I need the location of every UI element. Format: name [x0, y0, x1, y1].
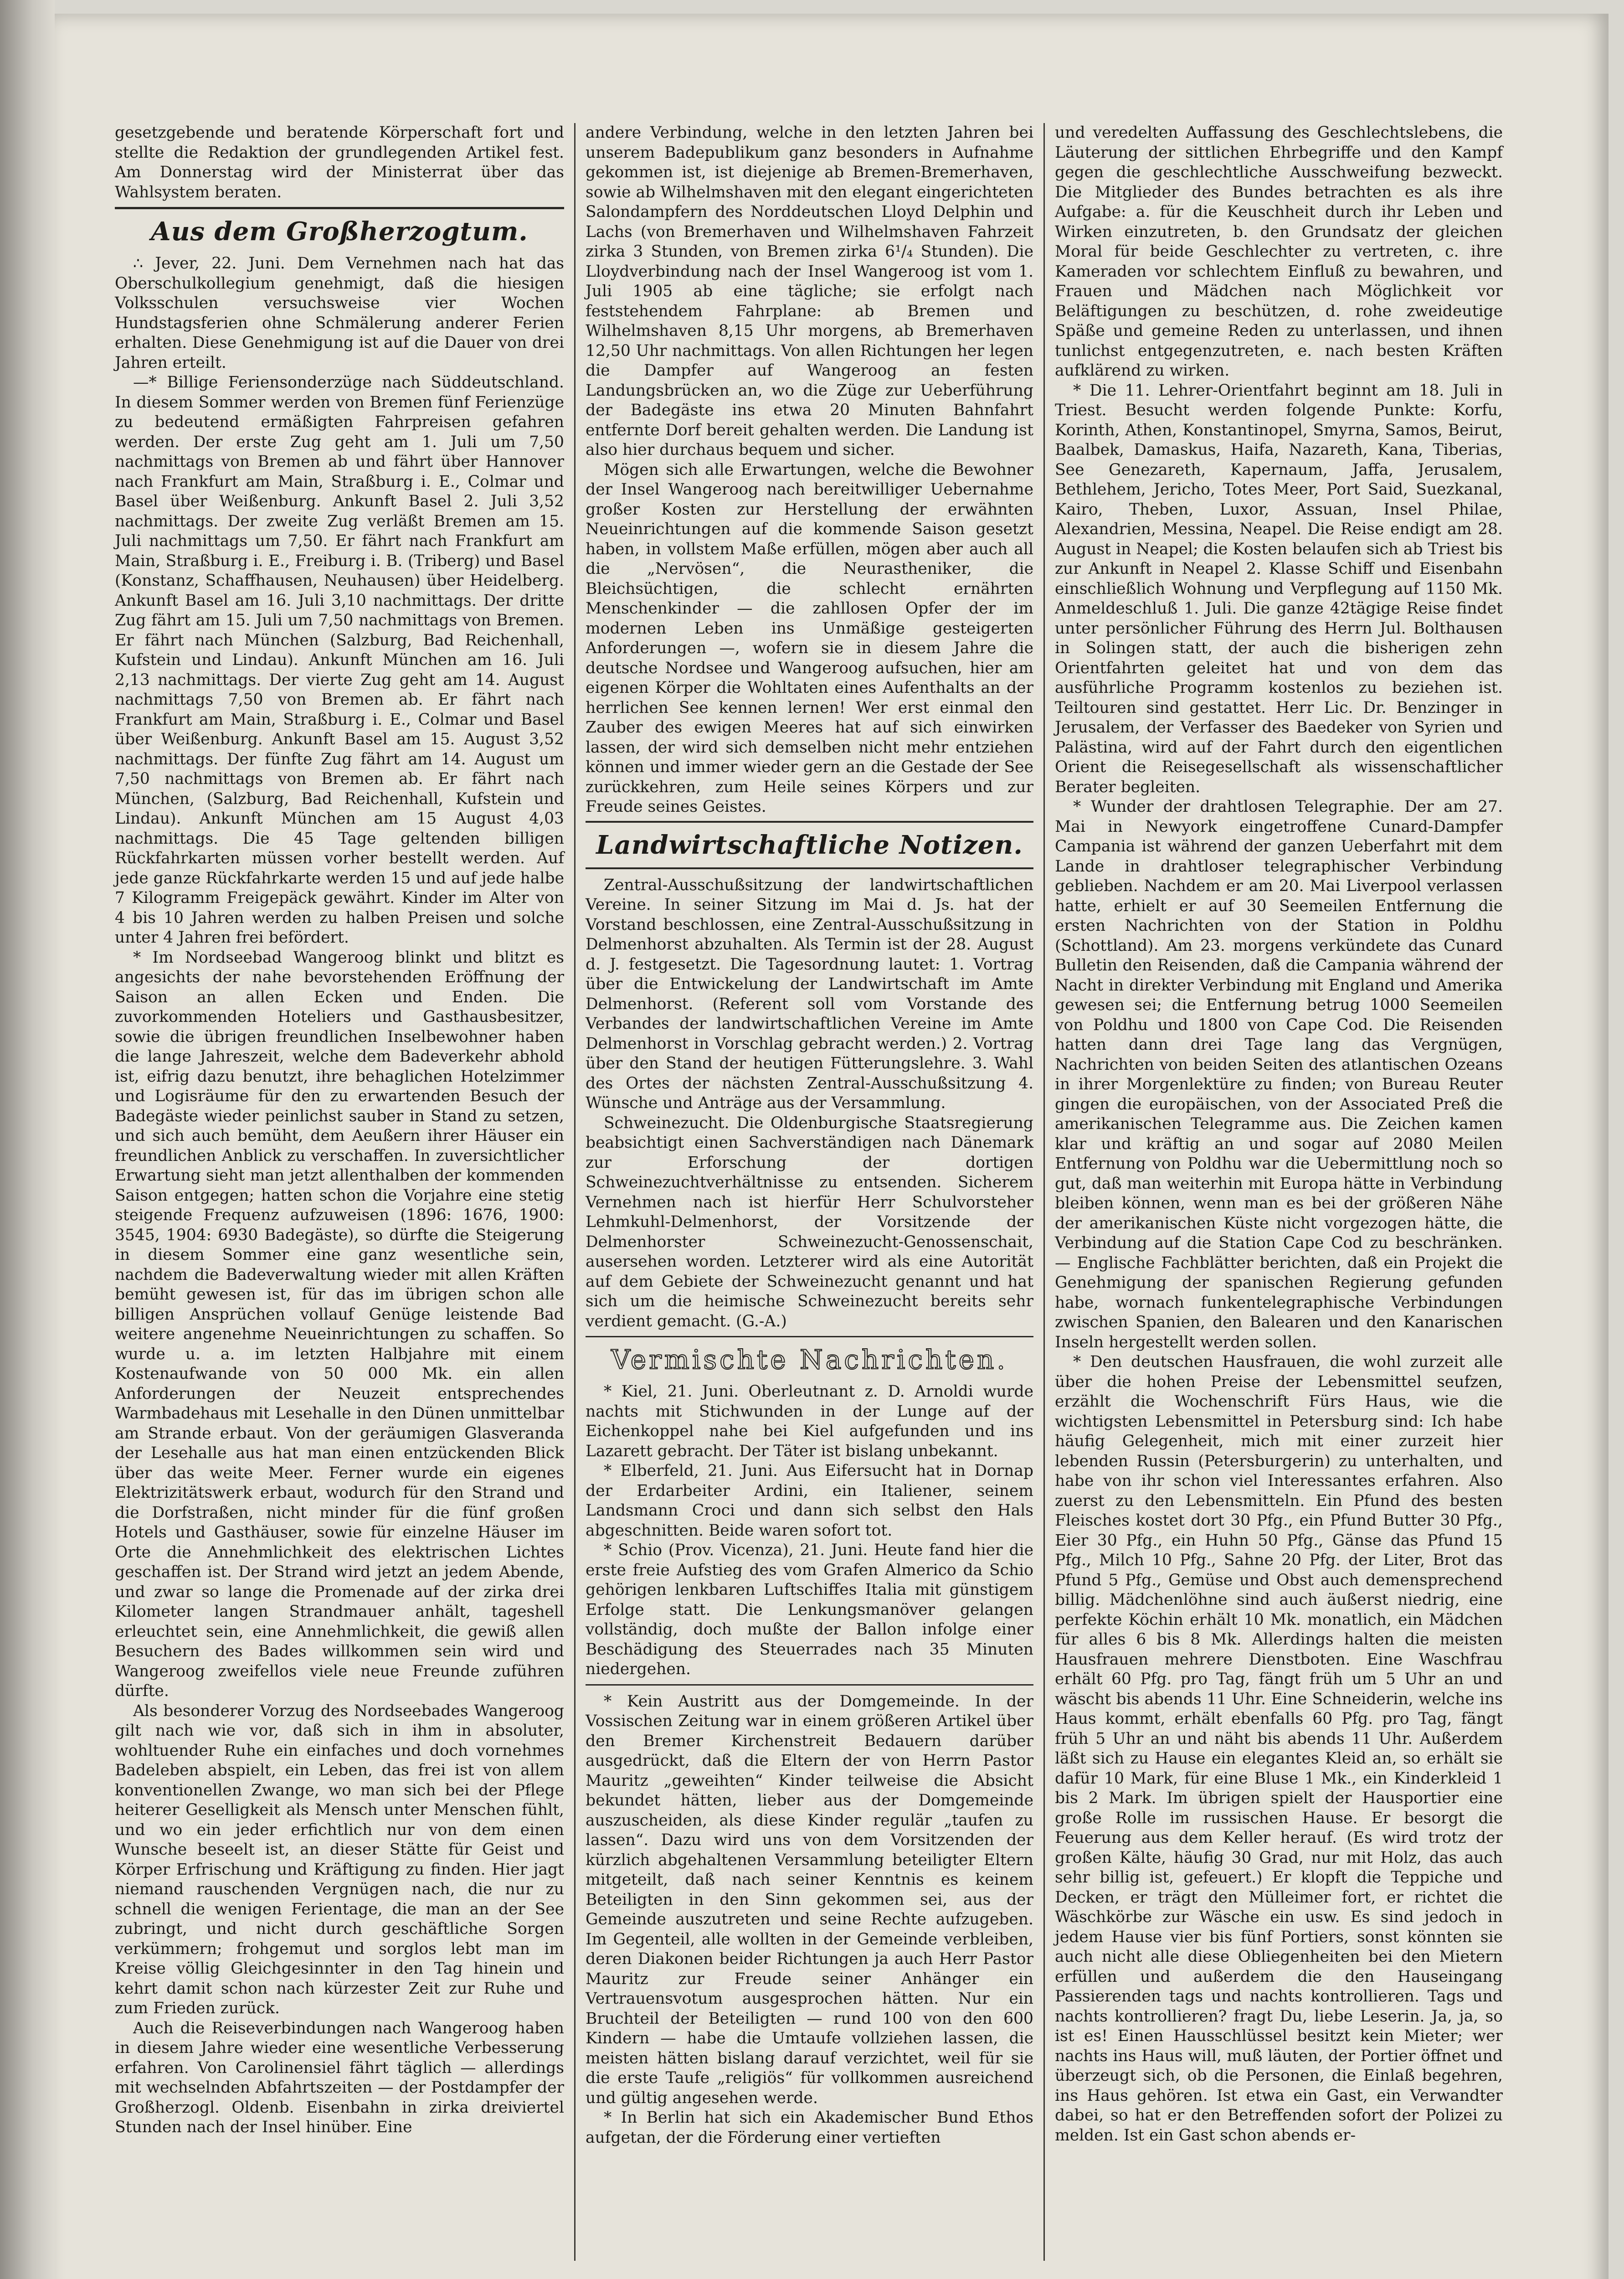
- article-jever: ∴ Jever, 22. Juni. Dem Vernehmen nach hat das Oberschulkollegium genehmigt, daß die hiesigen Volksschulen versuchsweise vier Wochen Hundstagsferien ohne Schmälerung anderer Ferien erhalten. Diese Genehmigung ist auf die Dauer von drei Jahren erteilt.: [115, 254, 564, 372]
- article-schio: * Schio (Prov. Vicenza), 21. Juni. Heute fand hier die erste freie Aufstieg des vom Grafen Almerico da Schio gehörigen lenkbaren Luftschiffes Italia mit günstigem Erfolge statt. Die Lenkungsmanöver gelangen vollständig, doch mußte der Ballon infolge einer Beschädigung des Steuerrades nach 35 Minuten niedergehen.: [586, 1541, 1033, 1678]
- article-wangeroog: * Im Nordseebad Wangeroog blinkt und blitzt es angesichts der nahe bevorstehenden Eröffnung der Saison an allen Ecken und Enden. Die zuvorkommenden Hoteliers und Gasthausbesitzer, sowie die übrigen freundlichen Inselbewohner haben die lange Jahreszeit, welche dem Badeverkehr abhold ist, eifrig dazu benutzt, ihre behaglichen Hotelzimmer und Logisräume für den zu erwartenden Besuch der Badegäste wieder peinlichst sauber in Stand zu setzen, und sich auch bemüht, dem Aeußern ihrer Häuser ein freundlichen Anblick zu verschaffen. In zuversichtlicher Erwartung sieht man jetzt allenthalben der kommenden Saison entgegen; hatten schon die Vorjahre eine stetig steigende Frequenz aufzuweisen (1896: 1676, 1900: 3545, 1904: 6930 Badegäste), so dürfte die Steigerung in diesem Sommer eine ganz wesentliche sein, nachdem die Badeverwaltung wieder mit allen Kräften bemüht gewesen ist, für das im übrigen schon alle billigen Ansprüchen vollauf Genüge leistende Bad weitere angenehme Neueinrichtungen zu schaffen. So wurde u. a. im letzten Halbjahre mit einem Kostenaufwande von 50 000 Mk. ein allen Anforderungen der Neuzeit entsprechendes Warmbadehaus mit Lesehalle in den Dünen unmittelbar am Strande erbaut. Von der geräumigen Glasveranda der Lesehalle aus hat man einen entzückenden Blick über das weite Meer. Ferner wurde ein eigenes Elektrizitätswerk erbaut, wodurch für den Strand und die Dorfstraßen, nicht minder für die fünf großen Hotels und Gasthäuser, sowie für einzelne Häuser im Orte die Annehmlichkeit des elektrischen Lichtes geschaffen ist. Der Strand wird jetzt an jedem Abende, und zwar so lange die Promenade auf der zirka drei Kilometer langen Strandmauer anhält, tageshell erleuchtet sein, eine Annehmlichkeit, die gewiß allen Besuchern des Bades willkommen sein wird und Wangeroog zweifellos viele neue Freunde zuführen dürfte.: [115, 948, 564, 1700]
- section-divider: [586, 1336, 1033, 1337]
- section-heading-grossherzogtum: Aus dem Großherzogtum.: [151, 217, 528, 247]
- section-heading-landwirtschaft: Landwirtschaftliche Notizen.: [586, 821, 1033, 869]
- section-divider: [115, 207, 564, 209]
- section-heading-vermischte: Vermischte Nachrichten.: [611, 1344, 1008, 1375]
- article-kiel: * Kiel, 21. Juni. Oberleutnant z. D. Arnoldi wurde nachts mit Stichwunden in der Lunge auf der Eichenkoppel nahe bei Kiel aufgefunden und ins Lazarett gebracht. Der Täter ist bislang unbekannt.: [586, 1382, 1033, 1460]
- article-elberfeld: * Elberfeld, 21. Juni. Aus Eifersucht hat in Dornap der Erdarbeiter Ardini, ein Italiener, seinem Landsmann Croci und dann sich selbst den Hals abgeschnitten. Beide waren sofort tot.: [586, 1462, 1033, 1540]
- article-bund-ethos: und veredelten Auffassung des Geschlechtslebens, die Läuterung der sittlichen Ehrbegriffe und den Kampf gegen die geschlechtliche Ausschweifung bezweckt. Die Mitglieder des Bundes betrachten es als ihre Aufgabe: a. für die Keuschheit durch ihr Leben und Wirken einzutreten, b. den Grundsatz der gleichen Moral für beide Geschlechter zu vertreten, c. ihre Kameraden vor schlechtem Einfluß zu bewahren, und Frauen und Mädchen nach Möglichkeit vor Beläftigungen zu beschützen, d. rohe zweideutige Späße und gemeine Reden zu unterlassen, und ihnen tunlichst entgegenzutreten, e. nach besten Kräften aufklärend zu wirken.: [1055, 124, 1503, 380]
- lead-paragraph: gesetzgebende und beratende Körperschaft fort und stellte die Redaktion der grundlegenden Artikel fest. Am Donnerstag wird der Ministerrat über das Wahlsystem beraten.: [115, 124, 564, 201]
- article-ferienzuege: —* Billige Feriensonderzüge nach Süddeutschland. In diesem Sommer werden von Bremen fünf Ferienzüge zu bedeutend ermäßigten Fahrpreisen gefahren werden. Der erste Zug geht am 1. Juli um 7,50 nachmittags von Bremen ab und fährt über Hannover nach Frankfurt am Main, Straßburg i. E., Colmar und Basel über Weißenburg. Ankunft Basel 2. Juli 3,52 nachmittags. Der zweite Zug verläßt Bremen am 15. Juli nachmittags um 7,50. Er fährt nach Frankfurt am Main, Straßburg i. E., Freiburg i. B. (Triberg) und Basel (Konstanz, Schaffhausen, Neuhausen) über Heidelberg. Ankunft Basel am 16. Juli 3,10 nachmittags. Der dritte Zug fährt am 15. Juli um 7,50 nachmittags von Bremen. Er fährt nach München (Salzburg, Bad Reichenhall, Kufstein und Lindau). Ankunft München am 16. Juli 2,13 nachmittags. Der vierte Zug geht am 14. August nachmittags 7,50 von Bremen ab. Er fährt nach Frankfurt am Main, Straßburg i. E., Colmar und Basel über Weißenburg. Ankunft Basel am 15. August 3,52 nachmittags. Der fünfte Zug fährt am 14. August um 7,50 nachmittags von Bremen ab. Er fährt nach München, (Salzburg, Bad Reichenhall, Kufstein und Lindau). Ankunft München am 15 August 4,03 nachmittags. Die 45 Tage geltenden billigen Rückfahrkarten müssen vorher bestellt werden. Auf jede ganze Rückfahrkarte werden 15 und auf jede halbe 7 Kilogramm Freigepäck gewährt. Kinder im Alter von 4 bis 10 Jahren werden zu halben Preisen und solche unter 4 Jahren frei befördert.: [115, 373, 564, 947]
- article-reiseverbindungen: Auch die Reiseverbindungen nach Wangeroog haben in diesem Jahre wieder eine wesentliche Verbesserung erfahren. Von Carolinensiel fährt täglich — allerdings mit wechselnden Abfahrtszeiten — der Postdampfer der Großherzogl. Oldenb. Eisenbahn in zirka dreiviertel Stunden nach der Insel hinüber. Eine: [115, 2019, 564, 2136]
- article-divider: [586, 1684, 1033, 1686]
- column-2: [574, 123, 1043, 2261]
- article-schweinezucht: Schweinezucht. Die Oldenburgische Staatsregierung beabsichtigt einen Sachverständigen nach Dänemark zur Erforschung der dortigen Schweinezuchtverhältnisse zu entsenden. Sicherem Vernehmen nach ist hierfür Herr Schulvorsteher Lehmkuhl-Delmenhorst, der Vorsitzende der Delmenhorster Schweinezucht-Genossenschait, ausersehen worden. Letzterer wird als eine Autorität auf dem Gebiete der Schweinezucht genannt und hat sich um die heimische Schweinezucht bereits sehr verdient gemacht. (G.-A.): [586, 1114, 1033, 1330]
- article-zentral-ausschuss: Zentral-Ausschußsitzung der landwirtschaftlichen Vereine. In seiner Sitzung im Mai d. Js. hat der Vorstand beschlossen, eine Zentral-Ausschußsitzung in Delmenhorst abzuhalten. Als Termin ist der 28. August d. J. festgesetzt. Die Tagesordnung lautet: 1. Vortrag über die Entwickelung der Landwirtschaft im Amte Delmenhorst. (Referent soll vom Vorstande des Verbandes der landwirtschaftlichen Vereine im Amte Delmenhorst in Vorschlag gebracht werden.) 2. Vortrag über den Stand der heutigen Fütterungslehre. 3. Wahl des Ortes der nächsten Zentral-Ausschußsitzung 4. Wünsche und Anträge aus der Versammlung.: [586, 876, 1033, 1112]
- article-akademischer-bund: * In Berlin hat sich ein Akademischer Bund Ethos aufgetan, der die Förderung einer vertieften: [586, 2109, 1033, 2147]
- book-binding: [0, 0, 55, 2279]
- column-3: [1043, 123, 1513, 2261]
- article-wangeroog-vorzug: Als besonderer Vorzug des Nordseebades Wangeroog gilt nach wie vor, daß sich in ihm in absoluter, wohltuender Ruhe ein einfaches und doch vornehmes Badeleben abspielt, ein Leben, das frei ist von allem konventionellen Zwange, wo man sich bei der Pflege heiterer Geselligkeit als Mensch unter Menschen fühlt, und wo ein jeder erfichtlich nur von dem einen Wunsche beseelt ist, an dieser Stätte für Geist und Körper Erfrischung und Kräftigung zu finden. Hier jagt niemand rauschenden Vergnügen nach, die nur zu schnell die wenigen Ferientage, die man an der See zubringt, und nicht durch geschäftliche Sorgen verkümmern; frohgemut und sorglos lebt man im Kreise völlig Gleichgesinnter in den Tag hinein und kehrt damit schon nach kürzester Zeit zur Ruhe und zum Frieden zurück.: [115, 1702, 564, 2017]
- article-erwartungen: Mögen sich alle Erwartungen, welche die Bewohner der Insel Wangeroog nach bereitwilliger Uebernahme großer Kosten zur Herstellung der erwähnten Neueinrichtungen auf die kommende Saison gesetzt haben, in vollstem Maße erfüllen, mögen aber auch all die „Nervösen“, die Neurastheniker, die Bleichsüchtigen, die schlecht ernährten Menschenkinder — die zahllosen Opfer der im modernen Leben ins Unmäßige gesteigerten Anforderungen —, wofern sie in diesem Jahre die deutsche Nordsee und Wangeroog aufsuchen, hier am eigenen Körper die Wohltaten eines Aufenthalts an der herrlichen See kennen lernen! Wer erst einmal den Zauber des ewigen Meeres hat auf sich einwirken lassen, der wird sich demselben nicht mehr entziehen können und immer wieder gern an die Gestade der See zurückkehren, zum Heile seines Körpers und zur Freude seines Geistes.: [586, 460, 1033, 816]
- article-lloyd-verbindung: andere Verbindung, welche in den letzten Jahren bei unserem Badepublikum ganz besonders in Aufnahme gekommen ist, ist diejenige ab Bremen-Bremerhaven, sowie ab Wilhelmshaven mit den elegant eingerichteten Salondampfern des Norddeutschen Lloyd Delphin und Lachs (von Bremerhaven und Wilhelmshaven Fahrzeit zirka 3 Stunden, von Bremen zirka 6¹/₄ Stunden). Die Lloydverbindung nach der Insel Wangeroog ist vom 1. Juli 1905 ab eine tägliche; sie erfolgt nach feststehendem Fahrplane: ab Bremen und Wilhelmshaven 8,15 Uhr morgens, ab Bremerhaven 12,50 Uhr nachmittags. Von allen Richtungen her legen die Dampfer auf Wangeroog an festen Landungsbrücken an, wo die Züge zur Ueberführung der Badegäste ins etwa 20 Minuten Bahnfahrt entfernte Dorf bereit gehalten werden. Die Landung ist also hier durchaus bequem und sicher.: [586, 124, 1033, 459]
- newspaper-page: [105, 123, 1531, 2261]
- article-hausfrauen: * Den deutschen Hausfrauen, die wohl zurzeit alle über die hohen Preise der Lebensmittel seufzen, erzählt die Wochenschrift Fürs Haus, wie die wichtigsten Lebensmittel in Petersburg sind: Ich habe häufig Gelegenheit, mich mit einer zurzeit hier lebenden Russin (Petersburgerin) zu unterhalten, und habe von ihr schon viel Interessantes erfahren. Also zuerst zu den Lebensmitteln. Ein Pfund des besten Fleisches kostet dort 30 Pfg., ein Pfund Butter 30 Pfg., Eier 30 Pfg., ein Huhn 50 Pfg., Gänse das Pfund 15 Pfg., Milch 10 Pfg., Sahne 20 Pfg. der Liter, Brot das Pfund 5 Pfg., Gemüse und Obst auch demensprechend billig. Mädchenlöhne sind auch äußerst niedrig, eine perfekte Köchin erhält 10 Mk. monatlich, ein Mädchen für alles 6 bis 8 Mk. Allerdings halten die meisten Hausfrauen mehrere Dienstboten. Eine Waschfrau erhält 60 Pfg. pro Tag, fängt früh um 5 Uhr an und wäscht bis abends 11 Uhr. Eine Schneiderin, welche ins Haus kommt, erhält ebenfalls 60 Pfg. pro Tag, fängt früh 5 Uhr an und näht bis abends 11 Uhr. Außerdem läßt sich zu Hause ein elegantes Kleid an, so erhält sie dafür 10 Mark, für eine Bluse 1 Mk., ein Kinderkleid 1 bis 2 Mark. Im übrigen spielt der Hausportier eine große Rolle im russischen Hause. Er besorgt die Feuerung aus dem Keller herauf. (Es wird trotz der großen Kälte, häufig 30 Grad, nur mit Holz, das auch sehr billig ist, gefeuert.) Er klopft die Teppiche und Decken, er trägt den Mülleimer fort, er richtet die Wäschkörbe zur Wäsche ein usw. Es sind jedoch in jedem Hause vier bis fünf Portiers, sonst könnten sie auch nicht alle diese Obliegenheiten bei den Mietern erfüllen und außerdem die den Hauseingang Passierenden tags und nachts kontrollieren. Tags und nachts kontrollieren? fragt Du, liebe Leserin. Ja, ja, so ist es! Einen Hausschlüssel besitzt kein Mieter; wer nachts ins Haus will, muß läuten, der Portier öffnet und überzeugt sich, ob die Personen, die Einlaß begehren, ins Haus gehören. Ist etwa ein Gast, ein Verwandter dabei, so hat er den Betreffenden sofort der Polizei zu melden. Ist ein Gast schon abends er-: [1055, 1353, 1503, 2145]
- column-1: [105, 123, 574, 2261]
- article-orientfahrt: * Die 11. Lehrer-Orientfahrt beginnt am 18. Juli in Triest. Besucht werden folgende Punkte: Korfu, Korinth, Athen, Konstantinopel, Smyrna, Samos, Beirut, Baalbek, Damaskus, Haifa, Nazareth, Kana, Tiberias, See Genezareth, Kapernaum, Jaffa, Jerusalem, Bethlehem, Jericho, Totes Meer, Port Said, Suezkanal, Kairo, Theben, Luxor, Assuan, Insel Philae, Alexandrien, Messina, Neapel. Die Reise endigt am 28. August in Neapel; die Kosten belaufen sich ab Triest bis zur Ankunft in Neapel 2. Klasse Schiff und Eisenbahn einschließlich Wohnung und Verpflegung auf 1150 Mk. Anmeldeschluß 1. Juli. Die ganze 42tägige Reise findet unter persönlicher Führung des Herrn Jul. Bolthausen in Solingen statt, der auch die bisherigen zehn Orientfahrten geleitet hat und von dem das ausführliche Programm kostenlos zu beziehen ist. Teiltouren sind gestattet. Herr Lic. Dr. Benzinger in Jerusalem, der Verfasser des Baedeker von Syrien und Palästina, wird auf der Fahrt durch den eigentlichen Orient die Reisegesellschaft als wissenschaftlicher Berater begleiten.: [1055, 381, 1503, 796]
- article-telegraphie: * Wunder der drahtlosen Telegraphie. Der am 27. Mai in Newyork eingetroffene Cunard-Dampfer Campania ist während der ganzen Ueberfahrt mit dem Lande in drahtloser telegraphischer Verbindung geblieben. Nachdem er am 20. Mai Liverpool verlassen hatte, erhielt er auf 30 Seemeilen Entfernung die ersten Nachrichten von der Station in Poldhu (Schottland). Am 23. morgens verkündete das Cunard Bulletin den Reisenden, daß die Campania während der Nacht in direkter Verbindung mit England und Amerika gewesen sei; die Entfernung betrug 1000 Seemeilen von Poldhu und 1800 von Cape Cod. Die Reisenden hatten dann drei Tage lang das Vergnügen, Nachrichten von beiden Seiten des atlantischen Ozeans in ihrer Morgenlektüre zu finden; von Bureau Reuter gingen die europäischen, von der Associated Preß die amerikanischen Telegramme aus. Die Zeichen kamen klar und kräftig an und sogar auf 2080 Meilen Entfernung von Poldhu war die Uebermittlung noch so gut, daß man weiterhin mit Europa hätte in Verbindung bleiben können, wenn man es bei der größeren Nähe der amerikanischen Küste nicht vorgezogen hätte, die Verbindung auf die Station Cape Cod zu beschränken. — Englische Fachblätter berichten, daß ein Projekt die Genehmigung der spanischen Regierung gefunden habe, wornach funkentelegraphische Verbindungen zwischen Spanien, den Balearen und den Kanarischen Inseln hergestellt werden sollen.: [1055, 798, 1503, 1351]
- article-domgemeinde: * Kein Austritt aus der Domgemeinde. In der Vossischen Zeitung war in einem größeren Artikel über den Bremer Kirchenstreit Bedauern darüber ausgedrückt, daß die Eltern der von Herrn Pastor Mauritz „geweihten“ Kinder teilweise die Absicht bekundet hätten, lieber aus der Domgemeinde auszuscheiden, als diese Kinder regulär „taufen zu lassen“. Dazu wird uns von dem Vorsitzenden der kürzlich abgehaltenen Versammlung beteiligter Eltern mitgeteilt, daß nach seiner Kenntnis es keinem Beteiligten in den Sinn gekommen sei, aus der Gemeinde auszutreten und seine Rechte aufzugeben. Im Gegenteil, alle wollten in der Gemeinde verbleiben, deren Diakonen beider Richtungen ja auch Herr Pastor Mauritz zur Freude seiner Anhänger ein Vertrauensvotum ausgesprochen hätten. Nur ein Bruchteil der Beteiligten — rund 100 von den 600 Kindern — habe die Umtaufe vollziehen lassen, die meisten hätten bislang darauf verzichtet, weil für sie die erste Taufe „religiös“ für vollkommen ausreichend und gültig angesehen werde.: [586, 1692, 1033, 2107]
